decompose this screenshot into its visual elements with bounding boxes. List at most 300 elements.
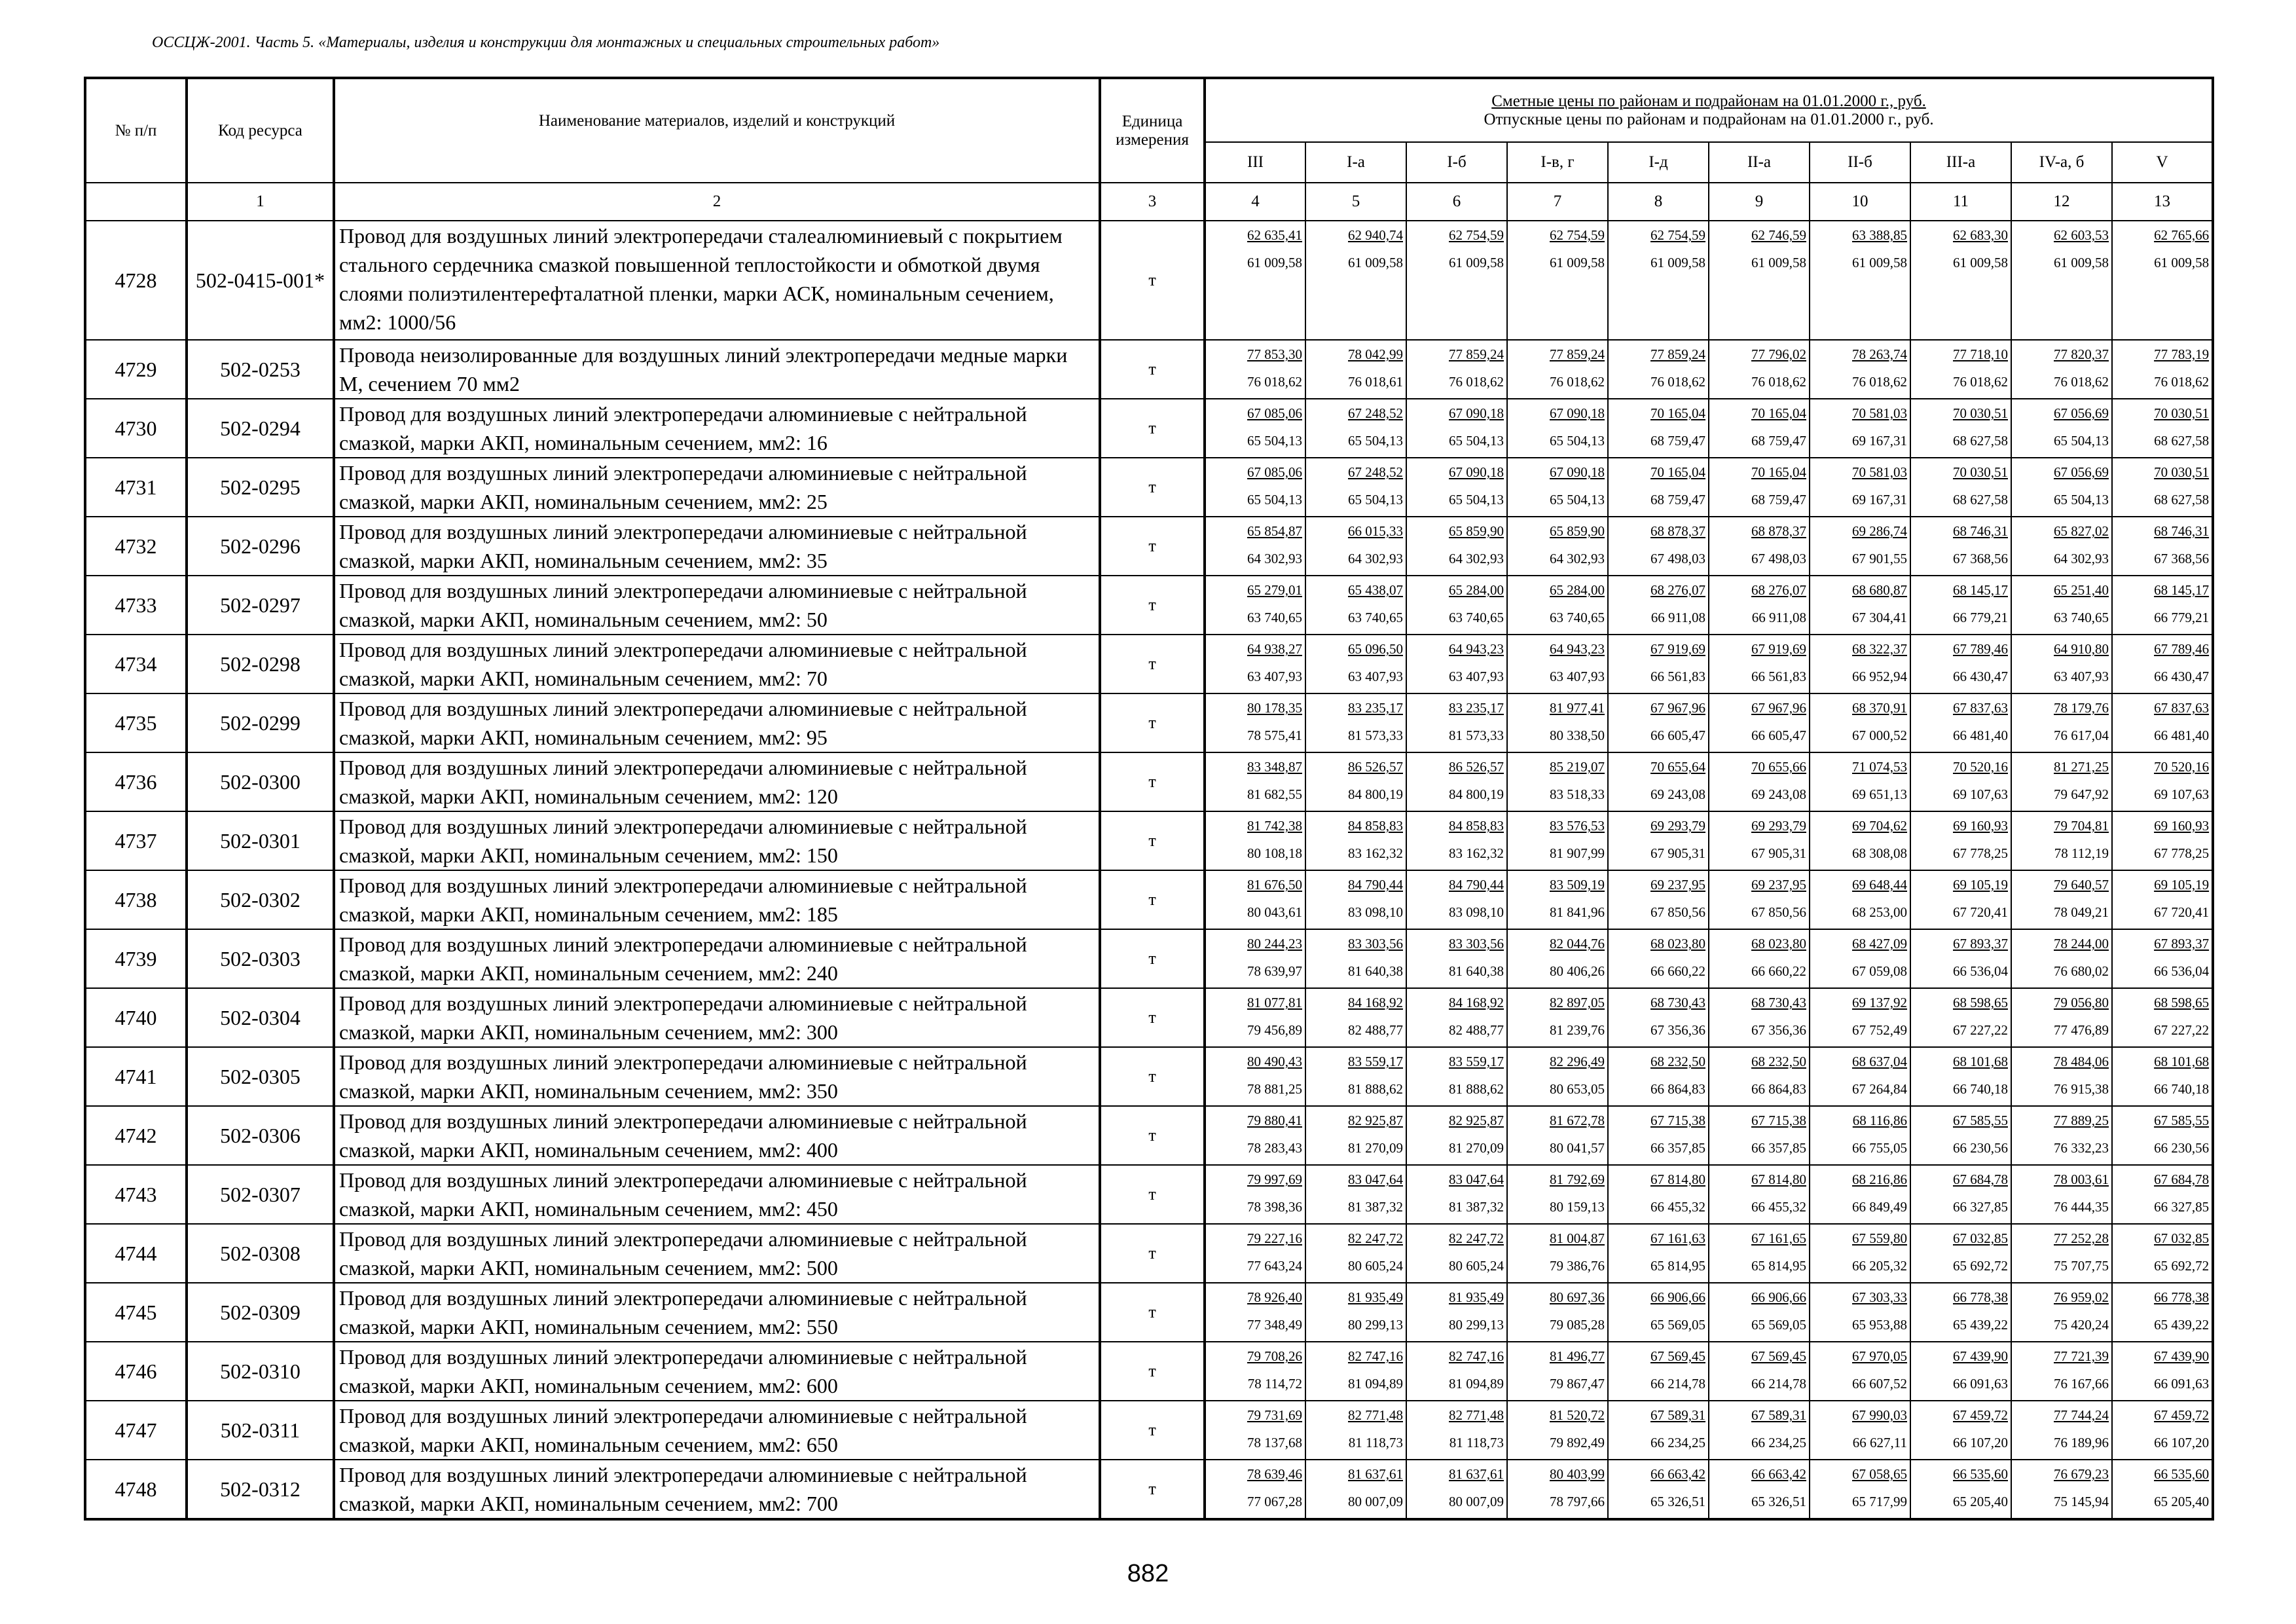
price-cell	[1406, 399, 1507, 458]
release-price: 63 407,93	[2054, 669, 2109, 684]
release-price: 69 167,31	[1852, 492, 1907, 507]
document-running-header: ОССЦЖ-2001. Часть 5. «Материалы, изделия и конструкции для монтажных и специальных строительных работ»	[152, 34, 940, 51]
estimate-price: 68 370,91	[1852, 700, 1907, 716]
release-price: 67 059,08	[1852, 963, 1907, 979]
estimate-price: 84 790,44	[1348, 877, 1403, 893]
release-price: 66 536,04	[1953, 963, 2008, 979]
price-cell	[1305, 1401, 1406, 1460]
estimate-price: 69 286,74	[1852, 523, 1907, 539]
release-price: 76 444,35	[2054, 1199, 2109, 1215]
release-price: 67 901,55	[1852, 551, 1907, 566]
release-price: 80 299,13	[1449, 1317, 1504, 1333]
price-cell	[1205, 1460, 1305, 1519]
estimate-price: 84 168,92	[1449, 995, 1504, 1010]
price-cell	[1608, 988, 1709, 1047]
estimate-price: 67 589,31	[1751, 1407, 1806, 1423]
release-price: 66 455,32	[1751, 1199, 1806, 1215]
price-cell	[1305, 1283, 1406, 1342]
estimate-price: 78 263,74	[1852, 346, 1907, 362]
header-release-prices: Отпускные цены по районам и подрайонам на 01.01.2000 г., руб.	[1484, 110, 1934, 128]
estimate-price: 67 085,06	[1247, 464, 1302, 480]
material-name: Провод для воздушных линий электропередачи алюминиевые с нейтральной смазкой, марки АКП, номинальным сечением, мм2: 600	[334, 1342, 1100, 1401]
release-price: 81 888,62	[1348, 1081, 1403, 1097]
price-cell	[2011, 635, 2112, 693]
release-price: 80 159,13	[1550, 1199, 1605, 1215]
estimate-price: 70 030,51	[2154, 464, 2210, 480]
price-cell	[1810, 340, 1910, 399]
price-cell	[1205, 221, 1305, 340]
column-number: 12	[2011, 183, 2112, 221]
price-cell	[1910, 576, 2011, 635]
estimate-price: 76 959,02	[2054, 1289, 2109, 1305]
price-cell	[1709, 811, 1810, 870]
release-price: 63 407,93	[1449, 669, 1504, 684]
release-price: 77 067,28	[1247, 1494, 1302, 1509]
price-cell	[1608, 1165, 1709, 1224]
price-cell	[2011, 399, 2112, 458]
table-row	[85, 1283, 2213, 1342]
estimate-price: 80 490,43	[1247, 1054, 1302, 1069]
estimate-price: 69 105,19	[2154, 877, 2210, 893]
release-price: 67 368,56	[2154, 551, 2210, 566]
price-cell	[1810, 576, 1910, 635]
price-cell	[1608, 1401, 1709, 1460]
column-number: 8	[1608, 183, 1709, 221]
release-price: 78 137,68	[1247, 1435, 1302, 1450]
release-price: 66 455,32	[1650, 1199, 1705, 1215]
estimate-price: 70 165,04	[1751, 405, 1806, 421]
estimate-price: 68 101,68	[1953, 1054, 2008, 1069]
price-cell	[1507, 1342, 1608, 1401]
release-price: 77 476,89	[2054, 1022, 2109, 1038]
release-price: 65 205,40	[1953, 1494, 2008, 1509]
price-cell	[1608, 458, 1709, 517]
price-cell	[1205, 517, 1305, 576]
release-price: 78 112,19	[2054, 845, 2109, 861]
release-price: 65 814,95	[1650, 1258, 1705, 1274]
price-cell	[1810, 399, 1910, 458]
price-cell	[1608, 811, 1709, 870]
release-price: 67 227,22	[1953, 1022, 2008, 1038]
release-price: 76 018,62	[2154, 374, 2210, 390]
estimate-price: 70 655,64	[1650, 759, 1705, 775]
estimate-price: 83 047,64	[1449, 1172, 1504, 1187]
estimate-price: 69 704,62	[1852, 818, 1907, 834]
release-price: 65 326,51	[1650, 1494, 1705, 1509]
unit-of-measure: т	[1100, 340, 1205, 399]
price-table	[84, 77, 2214, 1521]
price-cell	[1608, 517, 1709, 576]
release-price: 80 041,57	[1550, 1140, 1605, 1156]
price-cell	[1305, 752, 1406, 811]
estimate-price: 83 576,53	[1550, 818, 1605, 834]
estimate-price: 85 219,07	[1550, 759, 1605, 775]
price-cell	[1810, 811, 1910, 870]
release-price: 76 617,04	[2054, 728, 2109, 743]
release-price: 65 439,22	[1953, 1317, 2008, 1333]
price-cell	[1205, 340, 1305, 399]
release-price: 65 504,13	[1449, 492, 1504, 507]
resource-code: 502-0295	[187, 458, 334, 517]
estimate-price: 83 235,17	[1348, 700, 1403, 716]
resource-code: 502-0311	[187, 1401, 334, 1460]
release-price: 68 627,58	[1953, 492, 2008, 507]
release-price: 76 018,62	[1449, 374, 1504, 390]
estimate-price: 68 746,31	[2154, 523, 2210, 539]
estimate-price: 70 165,04	[1650, 405, 1705, 421]
estimate-price: 80 178,35	[1247, 700, 1302, 716]
release-price: 76 018,62	[1751, 374, 1806, 390]
column-number: 13	[2112, 183, 2213, 221]
estimate-price: 67 032,85	[1953, 1230, 2008, 1246]
table-row	[85, 635, 2213, 693]
price-cell	[1205, 811, 1305, 870]
material-name: Провод для воздушных линий электропередачи алюминиевые с нейтральной смазкой, марки АКП, номинальным сечением, мм2: 500	[334, 1224, 1100, 1283]
release-price: 65 504,13	[1550, 492, 1605, 507]
price-cell	[1910, 1047, 2011, 1106]
estimate-price: 68 746,31	[1953, 523, 2008, 539]
release-price: 65 814,95	[1751, 1258, 1806, 1274]
estimate-price: 67 837,63	[1953, 700, 2008, 716]
unit-of-measure: т	[1100, 399, 1205, 458]
release-price: 66 607,52	[1852, 1376, 1907, 1392]
release-price: 63 407,93	[1550, 669, 1605, 684]
price-cell	[1205, 576, 1305, 635]
price-cell	[1205, 1342, 1305, 1401]
price-cell	[1709, 870, 1810, 929]
price-cell	[1810, 1401, 1910, 1460]
estimate-price: 68 145,17	[1953, 582, 2008, 598]
release-price: 69 243,08	[1751, 786, 1806, 802]
unit-of-measure: т	[1100, 1106, 1205, 1165]
release-price: 81 841,96	[1550, 904, 1605, 920]
estimate-price: 82 771,48	[1449, 1407, 1504, 1423]
release-price: 65 953,88	[1852, 1317, 1907, 1333]
price-cell	[1709, 1283, 1810, 1342]
estimate-price: 69 293,79	[1650, 818, 1705, 834]
resource-code: 502-0304	[187, 988, 334, 1047]
price-cell	[1406, 929, 1507, 988]
release-price: 67 498,03	[1751, 551, 1806, 566]
price-cell	[1608, 693, 1709, 752]
release-price: 80 406,26	[1550, 963, 1605, 979]
table-row	[85, 399, 2213, 458]
release-price: 67 227,22	[2154, 1022, 2210, 1038]
resource-code: 502-0309	[187, 1283, 334, 1342]
release-price: 76 915,38	[2054, 1081, 2109, 1097]
estimate-price: 69 237,95	[1751, 877, 1806, 893]
material-name: Провод для воздушных линий электропередачи алюминиевые с нейтральной смазкой, марки АКП, номинальным сечением, мм2: 550	[334, 1283, 1100, 1342]
price-cell	[1507, 1283, 1608, 1342]
price-cell	[1910, 340, 2011, 399]
unit-of-measure: т	[1100, 988, 1205, 1047]
resource-code: 502-0306	[187, 1106, 334, 1165]
estimate-price: 83 348,87	[1247, 759, 1302, 775]
table-row	[85, 752, 2213, 811]
estimate-price: 78 003,61	[2054, 1172, 2109, 1187]
table-row	[85, 576, 2213, 635]
release-price: 66 481,40	[1953, 728, 2008, 743]
table-row	[85, 1401, 2213, 1460]
price-cell	[1608, 870, 1709, 929]
release-price: 81 270,09	[1449, 1140, 1504, 1156]
price-cell	[1507, 693, 1608, 752]
column-number: 3	[1100, 183, 1205, 221]
release-price: 76 018,62	[1852, 374, 1907, 390]
estimate-price: 78 926,40	[1247, 1289, 1302, 1305]
estimate-price: 70 030,51	[1953, 405, 2008, 421]
release-price: 63 740,65	[1449, 610, 1504, 625]
estimate-price: 83 303,56	[1348, 936, 1403, 951]
release-price: 61 009,58	[1550, 255, 1605, 270]
release-price: 68 627,58	[1953, 433, 2008, 449]
estimate-price: 67 090,18	[1550, 405, 1605, 421]
release-price: 65 717,99	[1852, 1494, 1907, 1509]
price-cell	[1406, 811, 1507, 870]
estimate-price: 82 747,16	[1449, 1348, 1504, 1364]
release-price: 67 752,49	[1852, 1022, 1907, 1038]
resource-code: 502-0305	[187, 1047, 334, 1106]
estimate-price: 67 919,69	[1751, 641, 1806, 657]
price-cell	[1507, 929, 1608, 988]
row-number: 4730	[85, 399, 187, 458]
price-cell	[2011, 1283, 2112, 1342]
estimate-price: 65 251,40	[2054, 582, 2109, 598]
price-cell	[1608, 1047, 1709, 1106]
estimate-price: 66 535,60	[1953, 1466, 2008, 1482]
estimate-price: 81 271,25	[2054, 759, 2109, 775]
price-cell	[1205, 752, 1305, 811]
release-price: 66 357,85	[1751, 1140, 1806, 1156]
estimate-price: 68 878,37	[1650, 523, 1705, 539]
estimate-price: 67 585,55	[2154, 1113, 2210, 1128]
estimate-price: 77 820,37	[2054, 346, 2109, 362]
estimate-price: 68 598,65	[1953, 995, 2008, 1010]
price-cell	[1910, 870, 2011, 929]
row-number: 4743	[85, 1165, 187, 1224]
row-number: 4735	[85, 693, 187, 752]
estimate-price: 80 244,23	[1247, 936, 1302, 951]
estimate-price: 77 718,10	[1953, 346, 2008, 362]
estimate-price: 82 296,49	[1550, 1054, 1605, 1069]
release-price: 76 680,02	[2054, 963, 2109, 979]
price-cell	[1810, 1283, 1910, 1342]
estimate-price: 62 603,53	[2054, 227, 2109, 243]
price-cell	[1709, 1165, 1810, 1224]
unit-of-measure: т	[1100, 1401, 1205, 1460]
release-price: 66 779,21	[2154, 610, 2210, 625]
release-price: 78 575,41	[1247, 728, 1302, 743]
table-row	[85, 811, 2213, 870]
release-price: 66 091,63	[1953, 1376, 2008, 1392]
price-cell	[1608, 576, 1709, 635]
column-number: 1	[187, 183, 334, 221]
row-number: 4728	[85, 221, 187, 340]
price-cell	[1305, 576, 1406, 635]
estimate-price: 68 023,80	[1650, 936, 1705, 951]
release-price: 81 573,33	[1449, 728, 1504, 743]
estimate-price: 62 765,66	[2154, 227, 2210, 243]
estimate-price: 66 663,42	[1751, 1466, 1806, 1482]
material-name: Провод для воздушных линий электропередачи алюминиевые с нейтральной смазкой, марки АКП, номинальным сечением, мм2: 16	[334, 399, 1100, 458]
estimate-price: 79 880,41	[1247, 1113, 1302, 1128]
table-row	[85, 1460, 2213, 1519]
price-cell	[1810, 517, 1910, 576]
estimate-price: 65 279,01	[1247, 582, 1302, 598]
estimate-price: 83 047,64	[1348, 1172, 1403, 1187]
estimate-price: 77 721,39	[2054, 1348, 2109, 1364]
release-price: 81 118,73	[1449, 1435, 1504, 1450]
resource-code: 502-0312	[187, 1460, 334, 1519]
estimate-price: 67 090,18	[1550, 464, 1605, 480]
estimate-price: 68 637,04	[1852, 1054, 1907, 1069]
release-price: 69 243,08	[1650, 786, 1705, 802]
release-price: 67 850,56	[1751, 904, 1806, 920]
unit-of-measure: т	[1100, 1047, 1205, 1106]
price-cell	[2112, 1342, 2213, 1401]
table-row	[85, 1224, 2213, 1283]
release-price: 61 009,58	[1449, 255, 1504, 270]
header-resource-code: Код ресурса	[187, 78, 334, 183]
estimate-price: 65 284,00	[1550, 582, 1605, 598]
release-price: 80 605,24	[1449, 1258, 1504, 1274]
price-cell	[1305, 1224, 1406, 1283]
estimate-price: 69 105,19	[1953, 877, 2008, 893]
price-cell	[2112, 1106, 2213, 1165]
estimate-price: 66 015,33	[1348, 523, 1403, 539]
estimate-price: 68 730,43	[1751, 995, 1806, 1010]
unit-of-measure: т	[1100, 1342, 1205, 1401]
release-price: 79 867,47	[1550, 1376, 1605, 1392]
price-cell	[1406, 1224, 1507, 1283]
release-price: 69 167,31	[1852, 433, 1907, 449]
material-name: Провод для воздушных линий электропередачи алюминиевые с нейтральной смазкой, марки АКП, номинальным сечением, мм2: 700	[334, 1460, 1100, 1519]
release-price: 81 640,38	[1449, 963, 1504, 979]
column-number: 2	[334, 183, 1100, 221]
price-cell	[1406, 458, 1507, 517]
release-price: 66 214,78	[1650, 1376, 1705, 1392]
estimate-price: 79 708,26	[1247, 1348, 1302, 1364]
release-price: 67 850,56	[1650, 904, 1705, 920]
unit-of-measure: т	[1100, 1460, 1205, 1519]
price-cell	[1205, 635, 1305, 693]
material-name: Провод для воздушных линий электропередачи алюминиевые с нейтральной смазкой, марки АКП, номинальным сечением, мм2: 450	[334, 1165, 1100, 1224]
column-number: 5	[1305, 183, 1406, 221]
release-price: 81 118,73	[1348, 1435, 1403, 1450]
price-cell	[1406, 752, 1507, 811]
price-cell	[1910, 399, 2011, 458]
table-row	[85, 221, 2213, 340]
price-cell	[1810, 635, 1910, 693]
price-cell	[1507, 752, 1608, 811]
estimate-price: 78 244,00	[2054, 936, 2109, 951]
release-price: 67 905,31	[1751, 845, 1806, 861]
release-price: 81 682,55	[1247, 786, 1302, 802]
price-cell	[1406, 1283, 1507, 1342]
estimate-price: 65 284,00	[1449, 582, 1504, 598]
unit-of-measure: т	[1100, 1165, 1205, 1224]
price-cell	[1507, 988, 1608, 1047]
price-cell	[1608, 929, 1709, 988]
header-prices	[1205, 78, 2213, 142]
price-cell	[1810, 870, 1910, 929]
estimate-price: 68 730,43	[1650, 995, 1705, 1010]
price-cell	[1406, 988, 1507, 1047]
estimate-price: 81 792,69	[1550, 1172, 1605, 1187]
release-price: 67 304,41	[1852, 610, 1907, 625]
price-cell	[1205, 1047, 1305, 1106]
row-number: 4747	[85, 1401, 187, 1460]
estimate-price: 67 789,46	[1953, 641, 2008, 657]
release-price: 65 504,13	[1348, 492, 1403, 507]
release-price: 79 892,49	[1550, 1435, 1605, 1450]
release-price: 83 162,32	[1449, 845, 1504, 861]
estimate-price: 67 090,18	[1449, 464, 1504, 480]
price-cell	[1406, 1401, 1507, 1460]
release-price: 69 651,13	[1852, 786, 1907, 802]
release-price: 81 270,09	[1348, 1140, 1403, 1156]
row-number: 4746	[85, 1342, 187, 1401]
release-price: 76 167,66	[2054, 1376, 2109, 1392]
release-price: 64 302,93	[2054, 551, 2109, 566]
release-price: 65 326,51	[1751, 1494, 1806, 1509]
price-cell	[1910, 1224, 2011, 1283]
price-cell	[1507, 340, 1608, 399]
price-cell	[1709, 399, 1810, 458]
release-price: 61 009,58	[2154, 255, 2210, 270]
release-price: 76 018,61	[1348, 374, 1403, 390]
resource-code: 502-0253	[187, 340, 334, 399]
row-number: 4742	[85, 1106, 187, 1165]
release-price: 66 952,94	[1852, 669, 1907, 684]
price-cell	[1305, 929, 1406, 988]
price-cell	[1507, 1047, 1608, 1106]
resource-code: 502-0297	[187, 576, 334, 635]
price-cell	[1305, 1047, 1406, 1106]
estimate-price: 68 216,86	[1852, 1172, 1907, 1187]
price-cell	[1205, 929, 1305, 988]
estimate-price: 67 893,37	[2154, 936, 2210, 951]
resource-code: 502-0296	[187, 517, 334, 576]
estimate-price: 81 077,81	[1247, 995, 1302, 1010]
price-cell	[1810, 458, 1910, 517]
release-price: 66 911,08	[1751, 610, 1806, 625]
release-price: 75 145,94	[2054, 1494, 2109, 1509]
release-price: 68 253,00	[1852, 904, 1907, 920]
estimate-price: 70 030,51	[2154, 405, 2210, 421]
price-cell	[1709, 988, 1810, 1047]
price-cell	[1305, 870, 1406, 929]
price-cell	[1608, 1342, 1709, 1401]
price-cell	[1406, 1106, 1507, 1165]
header-region: V	[2112, 142, 2213, 183]
price-cell	[2011, 1224, 2112, 1283]
estimate-price: 81 672,78	[1550, 1113, 1605, 1128]
row-number: 4732	[85, 517, 187, 576]
price-cell	[1910, 635, 2011, 693]
price-cell	[2011, 1342, 2112, 1401]
header-name: Наименование материалов, изделий и конструкций	[334, 78, 1100, 183]
price-cell	[1205, 1401, 1305, 1460]
price-cell	[2011, 1106, 2112, 1165]
resource-code: 502-0307	[187, 1165, 334, 1224]
release-price: 64 302,93	[1449, 551, 1504, 566]
release-price: 66 234,25	[1751, 1435, 1806, 1450]
estimate-price: 79 704,81	[2054, 818, 2109, 834]
release-price: 67 368,56	[1953, 551, 2008, 566]
estimate-price: 77 796,02	[1751, 346, 1806, 362]
price-cell	[2112, 635, 2213, 693]
